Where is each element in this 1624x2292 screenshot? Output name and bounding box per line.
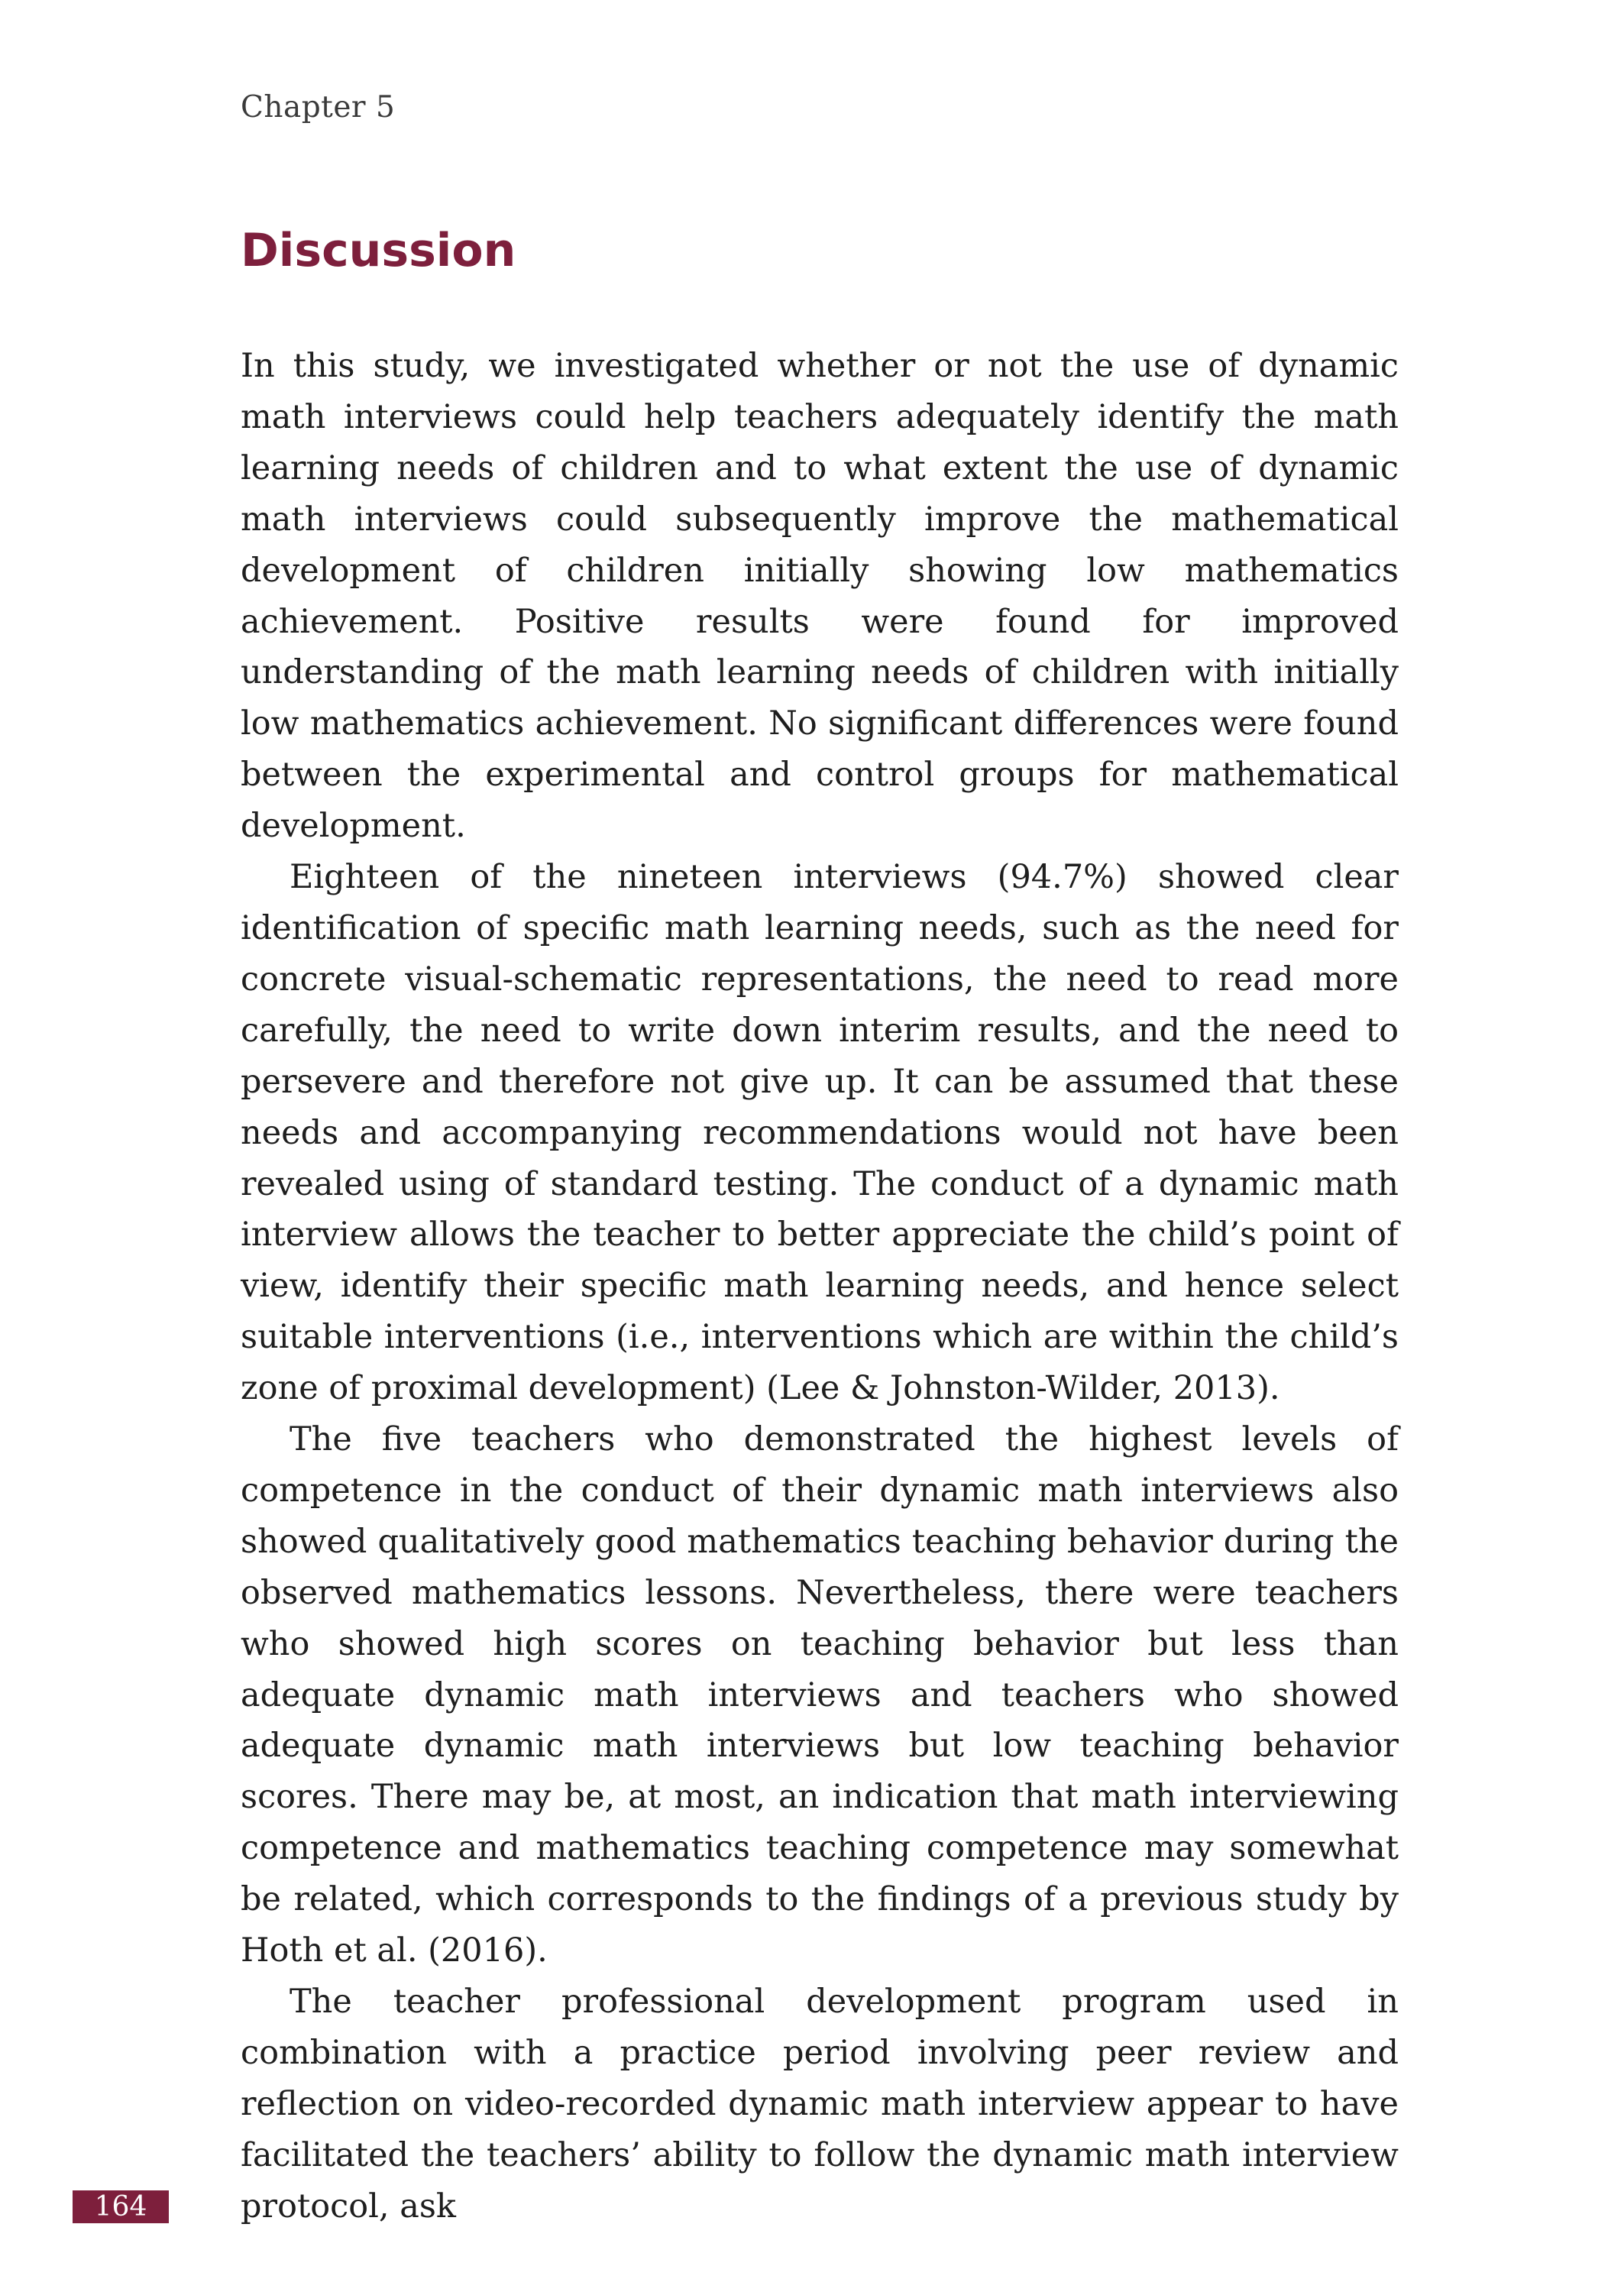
paragraph: The five teachers who demonstrated the highest levels of competence in the conduct of their dynamic math interviews also showed qualitatively good mathematics teaching behavior during the observed mathematics lessons. Nevertheless, there were teachers who showed high scores on teaching behavior but less than adequate dynamic math interviews and teachers who showed adequate dynamic math interviews but low teaching behavior scores. There may be, at most, an indication that math interviewing competence and mathematics teaching competence may somewhat be related, which corresponds to the findings of a previous study by Hoth et al. (2016). xyxy=(241,1420,1399,1970)
running-head: Chapter 5 xyxy=(241,90,396,125)
paragraph: In this study, we investigated whether or not the use of dynamic math interviews could help teachers adequately identify the math learning needs of children and to what extent the use of dynamic math interviews could subsequently improve the mathematical development of children initially showing low mathematics achievement. Positive results were found for improved understanding of the math learning needs of children with initially low mathematics achievement. No significant differences were found between the experimental and control groups for mathematical development. xyxy=(241,347,1399,846)
paragraph: Eighteen of the nineteen interviews (94.7%) showed clear identification of specific math learning needs, such as the need for concrete visual-schematic representations, the need to read more carefully, the need to write down interim results, and the need to persevere and therefore not give up. It can be assumed that these needs and accompanying recommendations would not have been revealed using of standard testing. The conduct of a dynamic math interview allows the teacher to better appreciate the child’s point of view, identify their specific math learning needs, and hence select suitable interventions (i.e., interventions which are within the child’s zone of proximal development) (Lee & Johnston-Wilder, 2013). xyxy=(241,858,1399,1408)
page-number: 164 xyxy=(73,2190,169,2223)
paragraph: The teacher professional development program used in combination with a practice period involving peer review and reflection on video-recorded dynamic math interview appear to have facilitated the teachers’ ability to follow the dynamic math interview protocol, ask xyxy=(241,1983,1399,2226)
section-heading: Discussion xyxy=(241,224,516,277)
body-text xyxy=(241,341,1399,2232)
